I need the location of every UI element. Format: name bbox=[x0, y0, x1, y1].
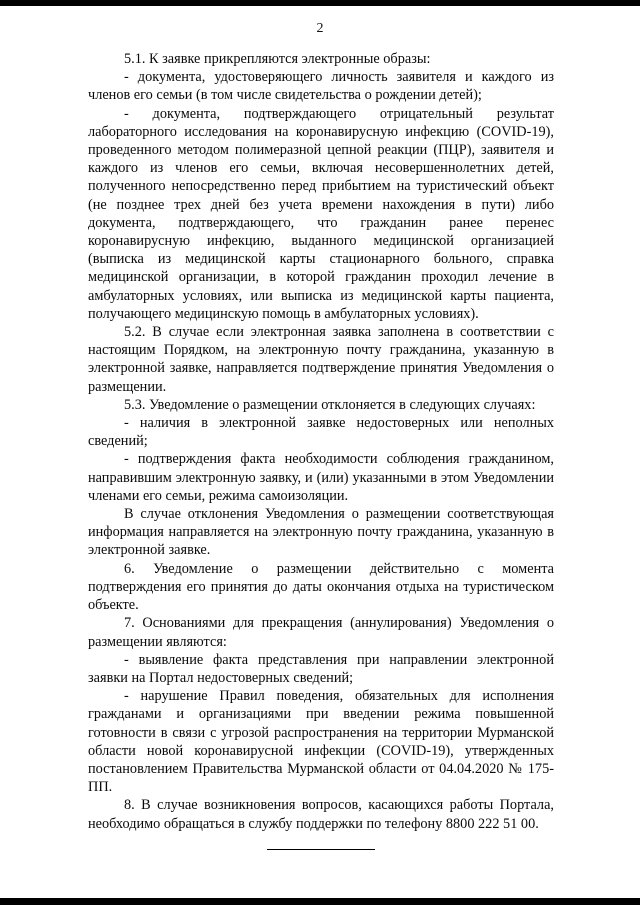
paragraph-5-3-item-2: - подтверждения факта необходимости соблюдения гражданином, направившим электронную заявку, и (или) указанными в этом Уведомлении членами его семьи, режима самоизоляции. bbox=[88, 451, 554, 504]
paragraph-5-1: 5.1. К заявке прикрепляются электронные образы: bbox=[124, 51, 431, 67]
paragraph-5-3: 5.3. Уведомление о размещении отклоняется в следующих случаях: bbox=[124, 396, 536, 413]
paragraph-7-item-1: - выявление факта представления при направлении электронной заявки на Портал недостоверных сведений; bbox=[88, 651, 554, 686]
scan-edge-top bbox=[0, 0, 640, 6]
paragraph-5-1-item-1: - документа, удостоверяющего личность заявителя и каждого из членов его семьи (в том числе свидетельства о рождении детей); bbox=[88, 69, 554, 104]
page-number: 2 bbox=[316, 21, 324, 36]
paragraph-rejection-note: В случае отклонения Уведомления о размещении соответствующая информация направляется на электронную почту гражданина, указанную в электронной заявке. bbox=[88, 506, 554, 559]
document-body bbox=[88, 50, 554, 850]
end-of-document-separator bbox=[267, 849, 375, 850]
paragraph-7-item-2: - нарушение Правил поведения, обязательных для исполнения гражданами и организациями при введении режима повышенной готовности в связи с угрозой распространения на территории Мурманской области новой коронавирусной инфекции (COVID-19), утвержденных постановлением Правительства Мурманской области от 04.04.2020 № 175-ПП. bbox=[88, 688, 554, 796]
paragraph-5-1-item-2: - документа, подтверждающего отрицательный результат лабораторного исследования на коронавирусную инфекцию (COVID-19), проведенного методом полимеразной цепной реакции (ПЦР), заявителя и каждого из членов его семьи, включая несовершеннолетних детей, полученного непосредственно перед прибытием на туристический объект (не позднее трех дней без учета времени нахождения в пути) либо документа, подтверждающего, что гражданин ранее перенес коронавирусную инфекцию, выданного медицинской организацией (выписка из медицинской карты стационарного больного, справка медицинской организации, в которой гражданин проходил лечение в амбулаторных условиях, или выписка из медицинской карты пациента, получающего медицинскую помощь в амбулаторных условиях). bbox=[88, 105, 554, 322]
paragraph-7: 7. Основаниями для прекращения (аннулирования) Уведомления о размещении являются: bbox=[88, 615, 554, 650]
paragraph-8: 8. В случае возникновения вопросов, касающихся работы Портала, необходимо обращаться в службу поддержки по телефону 8800 222 51 00. bbox=[88, 797, 554, 832]
paragraph-5-3-item-1: - наличия в электронной заявке недостоверных или неполных сведений; bbox=[88, 415, 554, 450]
scan-edge-bottom bbox=[0, 898, 640, 905]
paragraph-5-2: 5.2. В случае если электронная заявка заполнена в соответствии с настоящим Порядком, на электронную почту гражданина, указанную в электронной заявке, направляется подтверждение принятия Уведомления о размещении. bbox=[88, 324, 554, 395]
paragraph-6: 6. Уведомление о размещении действительно с момента подтверждения его принятия до даты окончания отдыха на туристическом объекте. bbox=[88, 560, 554, 614]
